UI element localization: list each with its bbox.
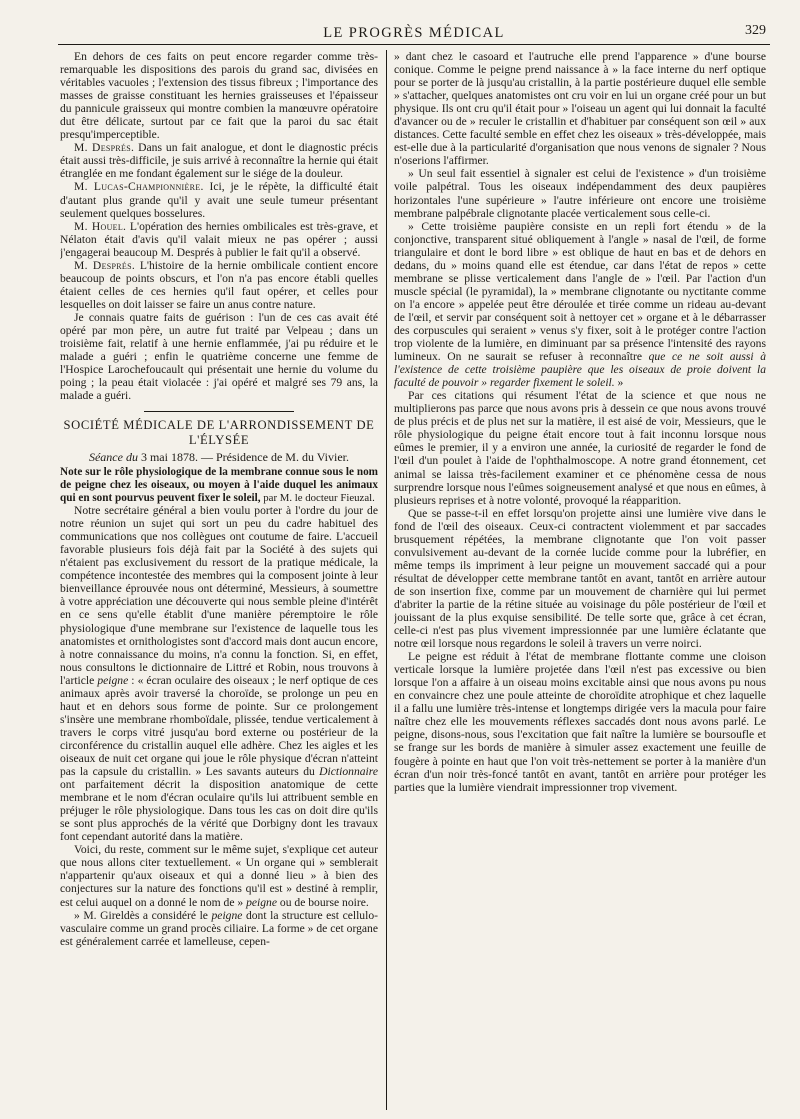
speaker-name: M. Després. xyxy=(74,141,135,155)
paragraph-text: Notre secrétaire général a bien voulu porter à l'ordre du jour de notre réunion un sujet qui sort un peu du cadre habituel des communications que nos collègues ont coutume de faire. L'accueil favorable plusieurs fois déjà fait par la Société à des sujets qui n'étaient pas exclusivement du ressort de la pratique médicale, la compétence incontestée des membres qui la composent jointe à leur bienveillance éprouvée nous ont déterminé, Messieurs, à soumettre à votre appréciation une découverte qui nous semble pleine d'intérêt en ce sens qu'elle établit d'une manière péremptoire le rôle physiologique d'une membrane sur l'existence de laquelle tous les anatomistes et ornithologistes sont d'accord mais dont aucun encore, à notre connaissance du moins, n'a connu la fonction. Si, en effet, nous consultons le dictionnaire de Littré et Robin, nous trouvons à l'article xyxy=(60,504,378,687)
paragraph-text: Dans un fait analogue, et dont le diagnostic précis était aussi très-difficile, je suis arrivé à reconnaître la hernie qui était étranglée en me fondant également sur le siége de la douleur. xyxy=(60,141,378,181)
paragraph: Le peigne est réduit à l'état de membrane flottante comme une cloison verticale lorsque la lumière projetée dans l'œil n'est pas excessive ou bien lorsque l'on a affaire à un oiseau moins excitable ainsi que nous avons pu nous en convaincre chez une poule atteinte de choroïdite atrophique et chez laquelle il a fallu une lumière très-intense et longtemps dirigée vers la macula pour faire naître chez elle les mouvements réflexes saccadés dont nous avons parlé. Le peigne, disons-nous, sous l'excitation que fait naître la lumière se boursoufle et se frange sur les bords de manière à simuler assez exactement une feuille de fougère à pointe en haut que l'on voit très-nettement se porter à la manière d'un écran d'un noir très-foncé tantôt en avant, tantôt en arrière pour protéger les parties que la lumière viendrait impressionner trop vivement. xyxy=(394,650,766,794)
page-header xyxy=(58,22,770,44)
paragraph: » Un seul fait essentiel à signaler est celui de l'existence » d'un troisième voile palpétral. Tous les oiseaux indépendamment des deux paupières horizontales l'une supérieure » l'autre inférieure ont encore une troisième membrane palpébrale clignotante placée verticalement sous celle-ci. xyxy=(394,167,766,220)
header-rule xyxy=(58,44,770,45)
italic-passage: que ce ne soit aussi à l'existence de cette troisième paupière que les oiseaux de proie doivent la faculté de pouvoir » regarder fixement le soleil. xyxy=(394,350,766,390)
speaker-name: M. Houel. xyxy=(74,219,127,233)
italic-term: Dictionnaire xyxy=(314,765,378,779)
speaker-name: M. Lucas-Championnière. xyxy=(74,180,204,194)
article-title-text: Note sur le rôle physiologique de la membrane connue sous le nom de peigne chez les oiseaux, ou moyen à l'aide duquel les animaux qui en sont pourvus peuvent fixer le soleil, xyxy=(60,466,378,504)
column-divider xyxy=(386,50,387,1110)
paragraph-text: Ici, je le répète, la difficulté était d'autant plus grande qu'il y avait une seule tumeur présentant seulement quelques bosselures. xyxy=(60,180,378,220)
paragraph-text: » xyxy=(614,376,624,390)
italic-term: peigne xyxy=(94,673,129,687)
speaker-name: M. Després. xyxy=(74,258,136,272)
paragraph xyxy=(60,504,378,843)
article-byline: par M. le docteur Fieuzal. xyxy=(260,491,375,504)
article-title xyxy=(60,466,378,504)
section-rule xyxy=(144,411,294,412)
paragraph xyxy=(60,259,378,311)
paragraph xyxy=(60,180,378,219)
paragraph: Que se passe-t-il en effet lorsqu'on projette ainsi une lumière vive dans le fond de l'œil des oiseaux. Ceux-ci contractent violemment et par saccades brusquement répétées, la membrane clignotante que l'on voit passer convulsivement au-devant de la cornée lucide comme pour la lubréfier, en même temps ils impriment à leur peigne un mouvement saccadé qui a pour résultat de développer cette membrane tantôt en avant, tantôt en arrière autour de son insertion fixe, comme par un mouvement de charnière qui lui permet d'abriter la partie de la rétine située au voisinage du pôle postérieur de l'œil et jouissant de la plus exquise sensibilité. De telle sorte que, grâce à cet écran, celle-ci n'est pas plus vivement impressionnée par une lumière éclatante que notre œil lorsque nous regardons le soleil à travers un verre noirci. xyxy=(394,506,766,651)
paragraph xyxy=(60,141,378,180)
section-title: SOCIÉTÉ MÉDICALE DE L'ARRONDISSEMENT DE L'ÉLYSÉE xyxy=(63,418,375,448)
seance-details: 3 mai 1878. — Présidence de M. du Vivier. xyxy=(137,450,349,465)
italic-term: peigne xyxy=(243,895,278,909)
italic-term: peigne xyxy=(207,908,243,922)
paragraph xyxy=(394,220,766,390)
paragraph-text: L'histoire de la hernie ombilicale contient encore beaucoup de points obscurs, et l'on n'a pas encore établi quelles étaient celles de ces hernies qu'il faut opérer, et celles pour lesquelles on doit laisser se faire un anus contre nature. xyxy=(60,258,378,311)
paragraph-text: ou de bourse noire. xyxy=(277,895,369,909)
right-column xyxy=(394,50,766,1112)
paragraph xyxy=(60,843,378,908)
seance-line xyxy=(60,451,378,464)
paragraph: Par ces citations qui résument l'état de la science et que nous ne multiplierons pas parce que nous avons pris à dessein ce que nous avons trouvé de plus précis et de plus net sur la matière, il est aisé de voir, Messieurs, que le rôle physiologique du peigne était encore tout à fait inconnu lorsque nous eûmes le premier, il y a environ une année, la curiosité de regarder le fond de l'œil d'un poulet à l'aide de l'ophthalmoscope. A notre grand étonnement, cet animal se laissa très-facilement examiner et ce phénomène cessa de nous surprendre lorsque nous l'eûmes soigneusement analysé et que nous en eûmes, à plusieurs reprises et à notre volonté, provoqué la réapparition. xyxy=(394,389,766,507)
paragraph-text: ont parfaitement décrit la disposition anatomique de cette membrane et le nom d'écran oculaire qu'ils lui attribuent semble en préjuger le rôle physiologique. Dans tous les cas on doit dire qu'ils se sont plus approchés de la vérité que Dorbigny dont les travaux font cependant autorité dans la matière. xyxy=(60,778,378,844)
paragraph xyxy=(60,220,378,259)
paragraph: Je connais quatre faits de guérison : l'un de ces cas avait été opéré par mon père, un autre fut traité par Velpeau ; dans un troisième fait, relatif à une hernie enflammée, j'ai pu réduire et le malade a guéri ; enfin le quatrième concerne une femme de l'Hospice Larochefoucault qui présentait une hernie du volume du poing ; la peau était violacée : j'ai opéré et malgré ses 79 ans, la malade a guéri. xyxy=(60,310,378,403)
paragraph-text: » M. Gireldès a considéré le xyxy=(74,908,208,922)
paragraph-text: : « écran oculaire des oiseaux ; le nerf optique de ces animaux après avoir traversé la choroïde, se prolonge un peu en haut et en dehors sous forme de pointe. Sur ce prolongement s'insère une membrane rhomboïdale, plissée, tendue verticalement à travers le corps vitré jusqu'au bord externe ou postérieur de la circonférence du cristallin auquel elle adhère. Chez les aigles et les oiseaux de nuit cet organe qui joue le rôle physique d'écran n'atteint pas la capsule du cristallin. » Les savants auteurs du xyxy=(60,673,378,779)
seance-label: Séance du xyxy=(88,450,138,465)
paragraph xyxy=(60,909,378,948)
running-title: LE PROGRÈS MÉDICAL xyxy=(323,25,505,41)
left-column xyxy=(60,50,378,1112)
paragraph: En dehors de ces faits on peut encore regarder comme très-remarquable les dispositions des parois du grand sac, divisées en véritables vacuoles ; l'extension des tissus fibreux ; l'importance des masses de graisse constituant les hernies graisseuses et l'épaisseur du pannicule graisseux qui montre combien la manœuvre opératoire dut être délicate, surtout par ce fait que la paroi du sac était presqu'imperceptible. xyxy=(60,50,378,142)
paragraph: » dant chez le casoard et l'autruche elle prend l'apparence » d'une bourse conique. Comme le peigne prend naissance à » la face interne du nerf optique pour se porter de là jusqu'au cristallin, à la partie postérieure duquel elle semble » s'attacher, quelques anatomistes ont cru voir en lui un organe créé pour un but physique. Ils ont cru qu'il était pour » l'oiseau un agent qui lui donnait la faculté d'avancer ou de » reculer le cristallin et d'habituer par conséquent son œil » aux distances. Cette faculté semble en effet chez les oiseaux » très-développée, mais est-elle due à la particularité d'organisation que nous venons de signaler ? Nous n'oserions l'affirmer. xyxy=(394,50,766,168)
paragraph-text: dont la structure est cellulo-vasculaire comme un grand procès ciliaire. La forme » de cet organe est généralement carrée et lamelleuse, cepen- xyxy=(60,908,378,948)
page-number: 329 xyxy=(745,23,766,38)
paragraph-text: » Cette troisième paupière consiste en un repli fort étendu » de la conjonctive, transparent situé obliquement à l'angle » nasal de l'œil, de forme triangulaire et dont le bord libre » est oblique de haut en bas et de dehors en dedans, du » moins quand elle est étendue, car dans l'état de repos » cette membrane se plisse verticalement dans l'angle de » l'œil. Par l'action d'un muscle spécial (le pyramidal), la » membrane clignotante ou nyctitante comme on l'a encore » appelée peut être déroulée et tirée comme un rideau au-devant de l'œil, et servir par conséquent soit à nettoyer cet » organe et à le débarrasser des corpuscules qui seraient » venus s'y fixer, soit à le protéger contre l'action trop violente de la lumière, en diminuant par sa présence l'intensité des rayons lumineux. On ne saurait se refuser à reconnaître xyxy=(394,219,766,364)
paragraph-text: Voici, du reste, comment sur le même sujet, s'explique cet auteur que nous allons citer textuellement. « Un organe qui » semblerait n'appartenir qu'aux oiseaux et qui a donné lieu » à bien des conjectures sur la nature des fonctions qu'il est » destiné à remplir, est celui auquel on a donné le nom de » xyxy=(60,843,378,909)
paragraph-text: L'opération des hernies ombilicales est très-grave, et Nélaton était d'avis qu'il valait mieux ne pas opérer ; aussi j'engagerai beaucoup M. Després à publier le fait qu'il a observé. xyxy=(60,219,378,259)
